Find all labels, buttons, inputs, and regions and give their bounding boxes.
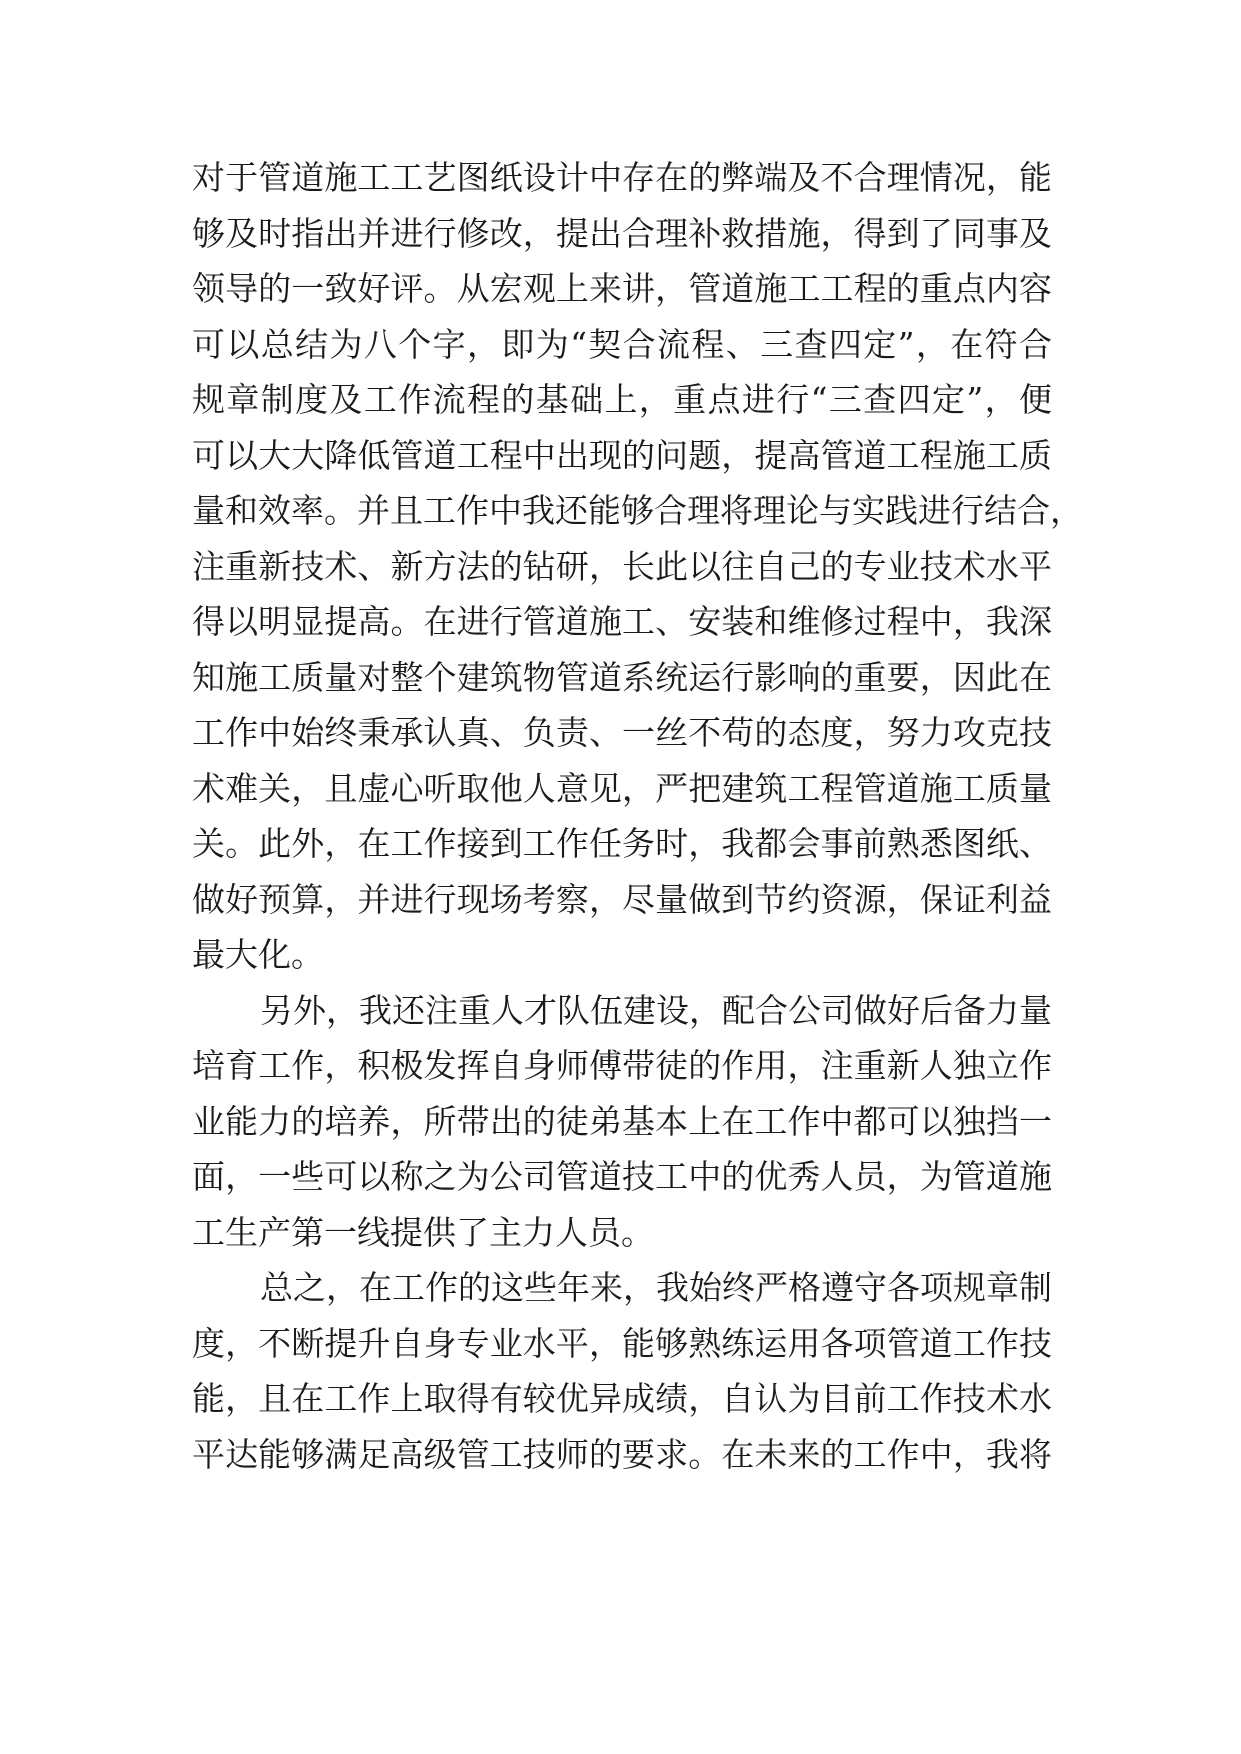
text-line: 可以大大降低管道工程中出现的问题，提高管道工程施工质 — [192, 435, 1052, 475]
text-line: 工作中始终秉承认真、负责、一丝不苟的态度，努力攻克技 — [192, 713, 1052, 752]
text-line: 规章制度及工作流程的基础上，重点进行“三查四定”，便 — [192, 380, 1052, 419]
text-line: 做好预算，并进行现场考察，尽量做到节约资源，保证利益 — [192, 879, 1052, 919]
text-line: 总之，在工作的这些年来，我始终严格遵守各项规章制 — [260, 1268, 1052, 1307]
text-line: 工生产第一线提供了主力人员。 — [192, 1212, 654, 1252]
body-text — [192, 150, 1083, 1482]
text-line: 另外，我还注重人才队伍建设，配合公司做好后备力量 — [260, 990, 1052, 1030]
text-line: 业能力的培养，所带出的徒弟基本上在工作中都可以独挡一 — [192, 1101, 1052, 1141]
text-line: 度，不断提升自身专业水平，能够熟练运用各项管道工作技 — [192, 1323, 1052, 1363]
text-line: 术难关，且虚心听取他人意见，严把建筑工程管道施工质量 — [192, 768, 1052, 808]
text-line: 知施工质量对整个建筑物管道系统运行影响的重要，因此在 — [192, 657, 1052, 697]
text-line: 最大化。 — [192, 935, 324, 974]
text-line: 对于管道施工工艺图纸设计中存在的弊端及不合理情况，能 — [192, 158, 1052, 197]
text-line: 关。此外，在工作接到工作任务时，我都会事前熟悉图纸、 — [192, 824, 1052, 863]
text-line: 能，且在工作上取得有较优异成绩，自认为目前工作技术水 — [192, 1379, 1052, 1418]
text-line: 得以明显提高。在进行管道施工、安装和维修过程中，我深 — [192, 602, 1052, 641]
text-line: 够及时指出并进行修改，提出合理补救措施，得到了同事及 — [192, 213, 1052, 253]
text-line: 领导的一致好评。从宏观上来讲，管道施工工程的重点内容 — [192, 269, 1052, 308]
text-line: 量和效率。并且工作中我还能够合理将理论与实践进行结合， — [192, 491, 1083, 530]
text-line: 培育工作，积极发挥自身师傅带徒的作用，注重新人独立作 — [192, 1046, 1052, 1085]
text-line: 面，一些可以称之为公司管道技工中的优秀人员，为管道施 — [192, 1157, 1052, 1196]
text-line: 注重新技术、新方法的钻研，长此以往自己的专业技术水平 — [192, 546, 1052, 586]
text-line: 可以总结为八个字，即为“契合流程、三查四定”，在符合 — [192, 324, 1052, 364]
text-line: 平达能够满足高级管工技师的要求。在未来的工作中，我将 — [192, 1434, 1052, 1474]
